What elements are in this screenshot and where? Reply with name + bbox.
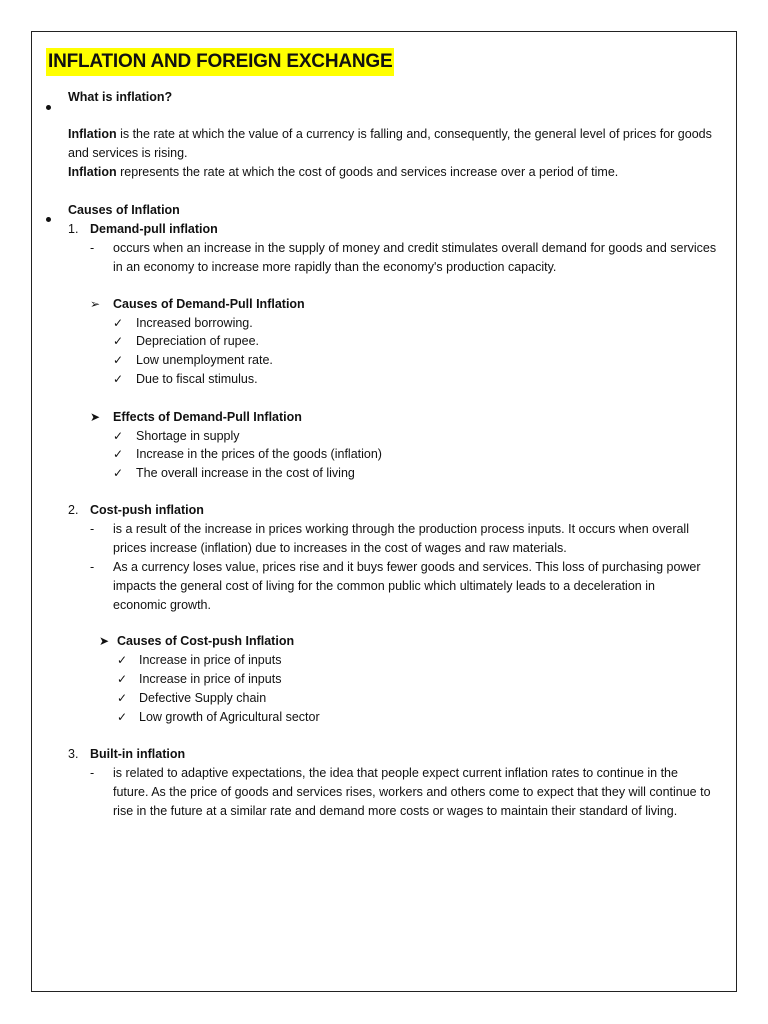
cost-push-p2-line-1: As a currency loses value, prices rise and it buys fewer goods and services. This loss of purchasing power: [113, 560, 701, 574]
list-item: The overall increase in the cost of living: [136, 466, 355, 480]
check-icon: ✓: [113, 372, 124, 386]
list-item: Depreciation of rupee.: [136, 334, 259, 348]
check-icon: ✓: [113, 466, 124, 480]
built-in-heading: Built-in inflation: [90, 747, 186, 761]
check-icon: ✓: [117, 710, 128, 724]
check-icon: ✓: [113, 429, 124, 443]
built-in-desc-line-2: future. As the price of goods and services rises, workers and others come to expect that they will continue to: [113, 785, 711, 799]
bullet-icon: [46, 217, 51, 222]
question-what-is-inflation: What is inflation?: [68, 90, 173, 104]
list-number-1: 1.: [68, 222, 79, 236]
cost-push-causes-heading: Causes of Cost-push Inflation: [117, 634, 295, 648]
cost-push-heading: Cost-push inflation: [90, 503, 204, 517]
definition-1-line-2: and services is rising.: [68, 146, 188, 160]
demand-pull-heading: Demand-pull inflation: [90, 222, 218, 236]
causes-heading: Causes of Inflation: [68, 203, 180, 217]
check-icon: ✓: [113, 353, 124, 367]
list-item: Increase in price of inputs: [139, 672, 282, 686]
list-number-2: 2.: [68, 503, 79, 517]
list-item: Low growth of Agricultural sector: [139, 710, 320, 724]
list-number-3: 3.: [68, 747, 79, 761]
list-item: Increased borrowing.: [136, 316, 253, 330]
check-icon: ✓: [117, 653, 128, 667]
demand-pull-desc-line-2: in an economy to increase more rapidly than the economy's production capacity.: [113, 260, 557, 274]
check-icon: ✓: [113, 447, 124, 461]
list-item: Due to fiscal stimulus.: [136, 372, 258, 386]
document-page: [31, 31, 737, 992]
arrow-bullet-icon: ➤: [90, 410, 101, 424]
demand-pull-desc-line-1: occurs when an increase in the supply of money and credit stimulates overall demand for goods and services: [113, 241, 717, 255]
definition-1-text: is the rate at which the value of a currency is falling and, consequently, the general level of prices for goods: [116, 127, 712, 141]
check-icon: ✓: [113, 334, 124, 348]
cost-push-p1-line-2: prices increase (inflation) due to increases in the cost of wages and raw materials.: [113, 541, 567, 555]
list-item: Low unemployment rate.: [136, 353, 273, 367]
document-title: INFLATION AND FOREIGN EXCHANGE: [46, 48, 394, 76]
term-inflation: Inflation: [68, 127, 117, 141]
definition-2: [68, 163, 618, 182]
demand-pull-effects-heading: Effects of Demand-Pull Inflation: [113, 410, 302, 424]
demand-pull-causes-heading: Causes of Demand-Pull Inflation: [113, 297, 305, 311]
cost-push-p1-line-1: is a result of the increase in prices working through the production process inputs. It occurs when overall: [113, 522, 689, 536]
arrow-bullet-icon: ➤: [99, 634, 110, 648]
list-item: Increase in price of inputs: [139, 653, 282, 667]
cost-push-p2-line-2: impacts the general cost of living for the common public which ultimately leads to a deceleration in: [113, 579, 655, 593]
check-icon: ✓: [117, 672, 128, 686]
bullet-icon: [46, 105, 51, 110]
dash-marker: -: [90, 522, 95, 536]
built-in-desc-line-3: rise in the future at a similar rate and demand more costs or wages to maintain their standard of living.: [113, 804, 678, 818]
list-item: Shortage in supply: [136, 429, 240, 443]
term-inflation: Inflation: [68, 165, 117, 179]
dash-marker: -: [90, 560, 95, 574]
list-item: Defective Supply chain: [139, 691, 267, 705]
cost-push-p2-line-3: economic growth.: [113, 598, 211, 612]
dash-marker: -: [90, 766, 95, 780]
list-item: Increase in the prices of the goods (inflation): [136, 447, 382, 461]
check-icon: ✓: [117, 691, 128, 705]
built-in-desc-line-1: is related to adaptive expectations, the idea that people expect current inflation rates to continue in the: [113, 766, 678, 780]
arrow-bullet-icon: ➢: [90, 297, 101, 311]
definition-1-line-1: [68, 125, 712, 144]
definition-2-text: represents the rate at which the cost of goods and services increase over a period of time.: [116, 165, 619, 179]
dash-marker: -: [90, 241, 95, 255]
check-icon: ✓: [113, 316, 124, 330]
